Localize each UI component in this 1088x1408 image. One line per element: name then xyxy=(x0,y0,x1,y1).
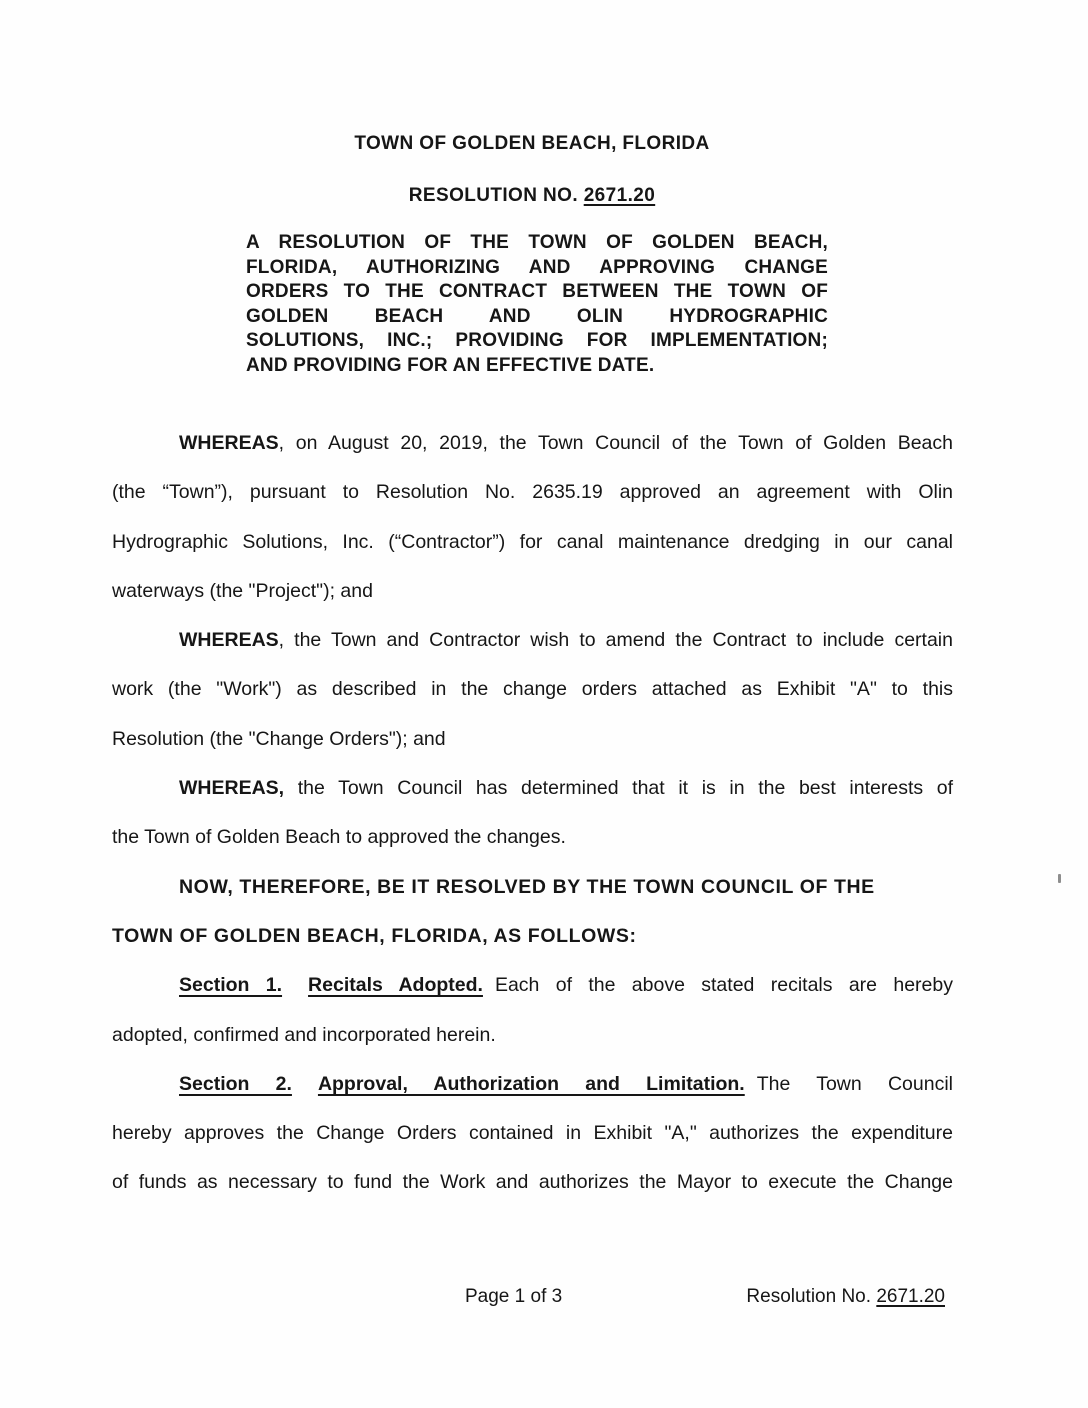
body-text: , on August 20, 2019, the Town Council of the Town of Golden Beach xyxy=(278,432,953,454)
whereas-2-line: Resolution (the "Change Orders"); and xyxy=(112,727,446,750)
footer-resolution-value: 2671.20 xyxy=(876,1286,945,1307)
scan-artifact-speck xyxy=(1058,874,1061,883)
section-1-line xyxy=(112,961,953,1010)
section-2-line: hereby approves the Change Orders contained in Exhibit "A," authorizes the expenditure xyxy=(112,1122,953,1145)
body-text: Each of the above stated recitals are hereby xyxy=(494,974,953,997)
body-text: The Town Council xyxy=(756,1072,953,1095)
caption-line: FLORIDA, AUTHORIZING AND APPROVING CHANGE xyxy=(246,256,828,278)
document-body xyxy=(112,419,953,1208)
section-2-label: Section 2. xyxy=(179,1072,292,1095)
whereas-2-line xyxy=(112,616,953,665)
page-number: Page 1 of 3 xyxy=(465,1286,563,1307)
caption-line: ORDERS TO THE CONTRACT BETWEEN THE TOWN OF xyxy=(246,281,828,303)
resolution-number-prefix: RESOLUTION NO. xyxy=(408,185,584,206)
whereas-1-line: (the “Town”), pursuant to Resolution No. 2635.19 approved an agreement with Olin xyxy=(112,481,953,504)
caption-line: GOLDEN BEACH AND OLIN HYDROGRAPHIC xyxy=(246,305,828,327)
resolution-number-value: 2671.20 xyxy=(583,185,656,206)
section-2-line xyxy=(112,1060,953,1109)
whereas-lead: WHEREAS xyxy=(179,629,279,652)
footer-resolution-prefix: Resolution No. xyxy=(746,1286,877,1307)
whereas-1-line: waterways (the "Project"); and xyxy=(112,579,373,602)
whereas-1-line: Hydrographic Solutions, Inc. (“Contractor”) for canal maintenance dredging in our canal xyxy=(112,530,953,553)
whereas-3-line xyxy=(112,764,953,813)
caption-line: A RESOLUTION OF THE TOWN OF GOLDEN BEACH, xyxy=(246,232,828,253)
body-text: , the Town and Contractor wish to amend the Contract to include certain xyxy=(278,629,953,652)
resolved-clause-line: TOWN OF GOLDEN BEACH, FLORIDA, AS FOLLOWS: xyxy=(112,924,637,947)
resolution-caption xyxy=(246,231,828,379)
whereas-lead: WHEREAS, xyxy=(179,777,285,800)
whereas-2-line: work (the "Work") as described in the change orders attached as Exhibit "A" to this xyxy=(112,678,953,701)
whereas-1-line xyxy=(112,419,953,468)
whereas-lead: WHEREAS xyxy=(179,432,279,454)
footer-resolution-number xyxy=(112,1286,945,1308)
caption-line: SOLUTIONS, INC.; PROVIDING FOR IMPLEMENTATION; xyxy=(246,330,828,352)
whereas-3-line: the Town of Golden Beach to approved the changes. xyxy=(112,826,566,849)
section-2-line: of funds as necessary to fund the Work and authorizes the Mayor to execute the Change xyxy=(112,1171,953,1194)
section-1-line: adopted, confirmed and incorporated herein. xyxy=(112,1023,496,1046)
section-1-title: Recitals Adopted. xyxy=(308,974,483,997)
section-2-title: Approval, Authorization and Limitation. xyxy=(317,1072,745,1095)
section-1-label: Section 1. xyxy=(179,974,283,997)
resolved-clause-line: NOW, THEREFORE, BE IT RESOLVED BY THE TOWN COUNCIL OF THE xyxy=(179,875,875,898)
resolution-number-heading xyxy=(112,185,952,207)
caption-line: AND PROVIDING FOR AN EFFECTIVE DATE. xyxy=(246,354,655,376)
document-title: TOWN OF GOLDEN BEACH, FLORIDA xyxy=(354,133,710,154)
body-text: the Town Council has determined that it is in the best interests of xyxy=(297,777,954,800)
